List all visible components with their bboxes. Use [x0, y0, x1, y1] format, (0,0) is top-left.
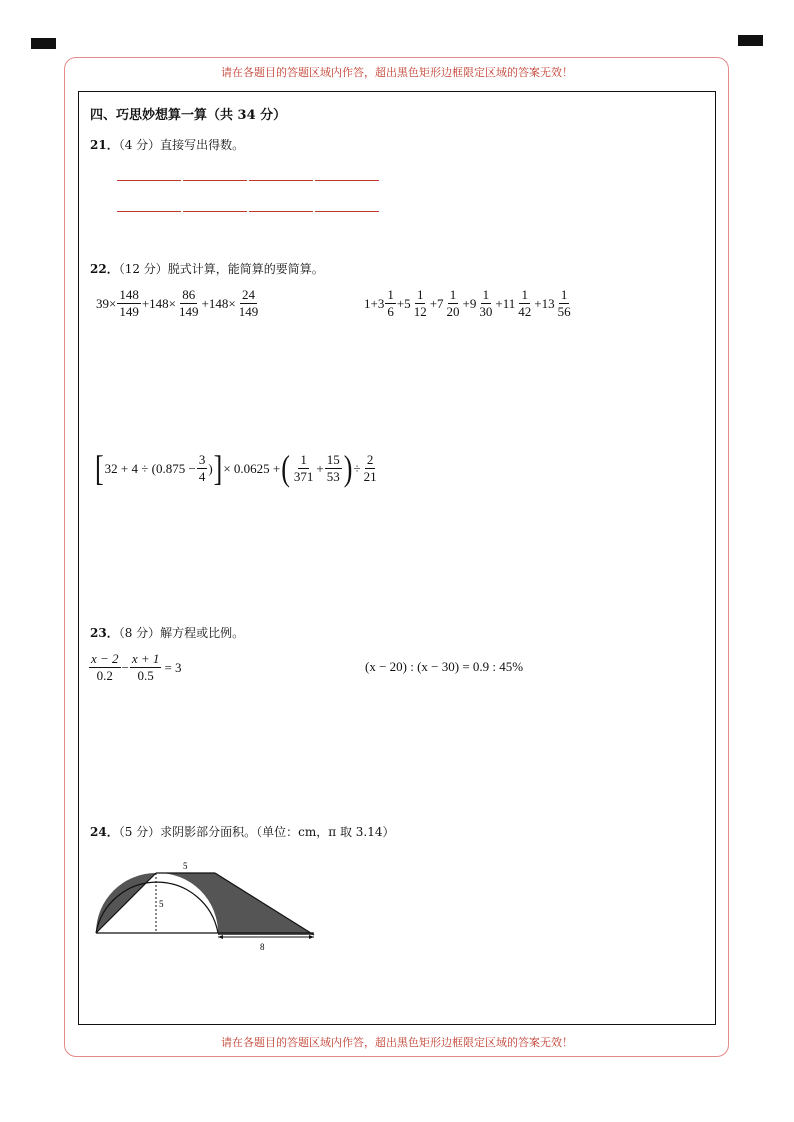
- fraction: 1 371: [293, 452, 314, 484]
- q22-expression-1: 39× $\frac{148}{149}$ +148× $\frac{86}{149}$ +148× $\frac{24}{149}$: [96, 287, 259, 319]
- warning-top: 请在各题目的答题区域内作答，超出黑色矩形边框限定区域的答案无效！: [221, 66, 573, 79]
- q23-equation-2: (x − 20) : (x − 30) = 0.9 : 45%: [365, 659, 524, 674]
- q23-header: [90, 624, 244, 641]
- shaded-region-right: [156, 873, 314, 935]
- fraction: x − 2 0.2: [91, 651, 119, 683]
- q22-text: （12 分）脱式计算，能简算的要简算。: [118, 262, 324, 276]
- fraction: 1 30: [479, 287, 493, 319]
- q22-header: [90, 260, 324, 277]
- q22-number: 22．: [90, 262, 119, 276]
- q24-number: 24．: [90, 825, 119, 839]
- q24-shaded-area-figure: [90, 855, 330, 955]
- q23-equation-1: x − 2 0.2 − $\frac{x + 1}{0.5}$ = 3: [91, 651, 182, 683]
- fraction: $\frac{2}{21}$: [363, 452, 377, 484]
- label-bottom: 8: [260, 942, 265, 952]
- registration-mark-left: [31, 38, 56, 49]
- fraction: 1 12: [413, 287, 427, 319]
- q24-header: [90, 823, 395, 840]
- fraction: 1 42: [518, 287, 532, 319]
- q22-expression-2: 1+3 1 6 +5 1 12 +7 1 20 +9 1 30 +11 1 42 +13 1 56: [364, 287, 571, 319]
- warning-bottom: 请在各题目的答题区域内作答，超出黑色矩形边框限定区域的答案无效！: [221, 1036, 573, 1049]
- fraction: $\frac{148}{149}$: [119, 287, 139, 319]
- q22-expression-3: [ 32 + 4 ÷ (0.875 − $\frac{3}{4}$ ) ] × 0.0625 + ( 1 371 + $\frac{15}{53}$ ) ÷ $\frac{2}{21}$: [95, 447, 377, 489]
- q21-text: （4 分）直接写出得数。: [118, 138, 245, 152]
- q21-blank-2[interactable]: [183, 180, 247, 181]
- q21-blank-7[interactable]: [249, 211, 313, 212]
- q23-text: （8 分）解方程或比例。: [118, 626, 245, 640]
- fraction: $\frac{x + 1}{0.5}$: [131, 651, 160, 683]
- registration-mark-right: [738, 35, 763, 46]
- q24-text: （5 分）求阴影部分面积。（单位：cm，π 取 3.14）: [118, 825, 395, 839]
- q21-blank-4[interactable]: [315, 180, 379, 181]
- fraction: 1 56: [557, 287, 571, 319]
- label-top: 5: [183, 861, 188, 871]
- q21-blank-1[interactable]: [117, 180, 181, 181]
- fraction: 1 20: [446, 287, 460, 319]
- q21-header: [90, 136, 244, 153]
- fraction: 1 6: [387, 287, 394, 319]
- label-height: 5: [159, 899, 164, 909]
- fraction: $\frac{24}{149}$: [238, 287, 259, 319]
- q21-blank-8[interactable]: [315, 211, 379, 212]
- q21-number: 21．: [90, 138, 119, 152]
- fraction: $\frac{3}{4}$: [198, 452, 206, 484]
- section-title: 四、巧思妙想算一算（共 34 分）: [90, 108, 287, 123]
- fraction: $\frac{86}{149}$: [179, 287, 199, 319]
- q23-number: 23．: [90, 626, 119, 640]
- q21-blank-5[interactable]: [117, 211, 181, 212]
- q21-blank-6[interactable]: [183, 211, 247, 212]
- fraction: $\frac{15}{53}$: [326, 452, 340, 484]
- q21-blank-3[interactable]: [249, 180, 313, 181]
